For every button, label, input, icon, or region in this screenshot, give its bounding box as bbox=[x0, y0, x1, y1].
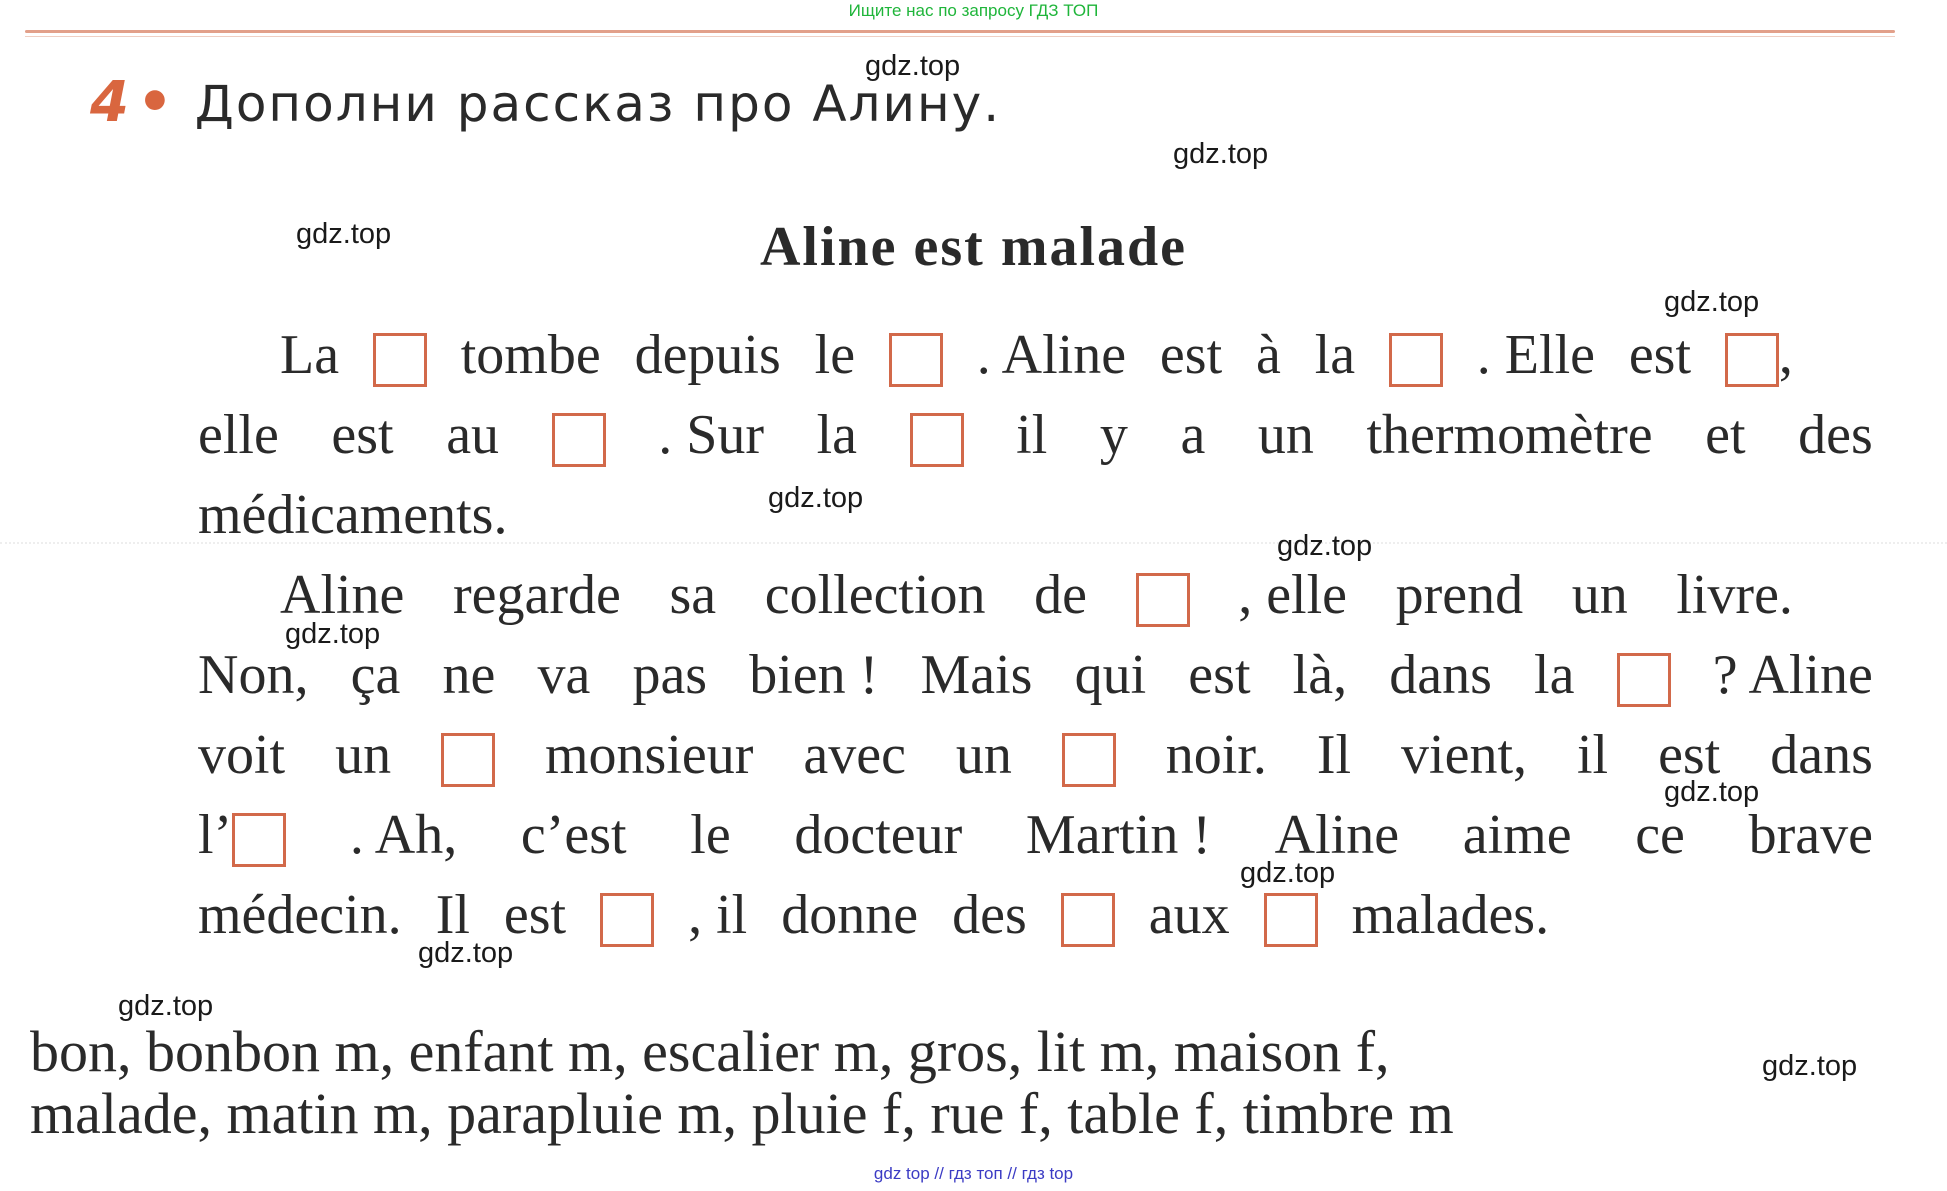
story-word: noir. bbox=[1165, 724, 1267, 786]
story-word: tombe bbox=[460, 324, 601, 386]
answer-blank-box bbox=[373, 333, 427, 387]
story-word: Aline bbox=[1274, 804, 1400, 866]
answer-blank-box bbox=[1617, 653, 1671, 707]
story-title: Aline est malade bbox=[759, 216, 1188, 278]
word-with-blank bbox=[600, 880, 654, 950]
answer-blank-box bbox=[889, 333, 943, 387]
watermark: gdz.top bbox=[285, 618, 381, 650]
answer-blank-box bbox=[441, 733, 495, 787]
story-word: un bbox=[335, 724, 392, 786]
story-word: vient, bbox=[1401, 724, 1528, 786]
story-word: Aline bbox=[280, 564, 405, 626]
answer-blank-box bbox=[1136, 573, 1190, 627]
word-with-blank: , bbox=[1725, 320, 1793, 390]
story-word: au bbox=[446, 404, 500, 466]
story-word: . Sur bbox=[658, 404, 765, 466]
word-with-blank bbox=[1061, 880, 1115, 950]
story-word: Martin ! bbox=[1025, 804, 1211, 866]
story-word: depuis bbox=[634, 324, 781, 386]
watermark: gdz.top bbox=[418, 937, 514, 969]
story-word: dans bbox=[1770, 724, 1873, 786]
word-with-blank bbox=[1136, 560, 1190, 630]
word-with-blank bbox=[441, 720, 495, 790]
answer-blank-box bbox=[552, 413, 606, 467]
watermark: gdz.top bbox=[1762, 1050, 1858, 1082]
answer-blank-box bbox=[910, 413, 964, 467]
story-word: médecin. bbox=[198, 884, 402, 946]
story-word: Mais bbox=[920, 644, 1033, 706]
task-instruction: Дополни рассказ про Алину. bbox=[194, 75, 1002, 133]
story-word: brave bbox=[1748, 804, 1873, 866]
story-word: un bbox=[955, 724, 1012, 786]
watermark: gdz.top bbox=[865, 50, 961, 82]
bottom-banner: gdz top // гдз топ // гдз top bbox=[873, 1164, 1074, 1183]
story-word: thermomètre bbox=[1366, 404, 1653, 466]
story-word: est bbox=[1159, 324, 1223, 386]
watermark: gdz.top bbox=[1277, 530, 1373, 562]
story-word: avec bbox=[803, 724, 906, 786]
story-word: elle bbox=[198, 404, 279, 466]
story-word: est bbox=[1188, 644, 1251, 706]
word-with-blank: l’ bbox=[198, 800, 286, 870]
story-word: Il bbox=[1316, 724, 1352, 786]
story-word: aime bbox=[1462, 804, 1572, 866]
story-word: c’est bbox=[520, 804, 627, 866]
story-word: ce bbox=[1635, 804, 1685, 866]
story-word: un bbox=[1257, 404, 1314, 466]
word-with-blank bbox=[1264, 880, 1318, 950]
top-divider bbox=[25, 30, 1895, 33]
story-word: est bbox=[503, 884, 567, 946]
story-word: prend bbox=[1395, 564, 1524, 626]
story-line bbox=[198, 480, 1873, 550]
story-word: La bbox=[280, 324, 340, 386]
story-word: à bbox=[1255, 324, 1281, 386]
answer-blank-box bbox=[232, 813, 286, 867]
watermark: gdz.top bbox=[118, 990, 214, 1022]
story-word: est bbox=[1658, 724, 1721, 786]
story-word: a bbox=[1180, 404, 1206, 466]
story-word: il bbox=[1016, 404, 1048, 466]
story-word: . Ah, bbox=[349, 804, 458, 866]
story-word: . Aline bbox=[976, 324, 1127, 386]
story-word: la bbox=[1534, 644, 1575, 706]
story-word: donne bbox=[781, 884, 919, 946]
answer-blank-box bbox=[1389, 333, 1443, 387]
watermark: gdz.top bbox=[1240, 857, 1336, 889]
story-word: médicaments. bbox=[198, 484, 508, 546]
story-word: va bbox=[537, 644, 591, 706]
story-word: docteur bbox=[794, 804, 963, 866]
story-word: aux bbox=[1148, 884, 1230, 946]
story-word: sa bbox=[669, 564, 717, 626]
word-with-blank bbox=[889, 320, 943, 390]
story-word: est bbox=[1628, 324, 1692, 386]
story-word: Il bbox=[435, 884, 470, 946]
story-word: pas bbox=[632, 644, 708, 706]
vocab-line-2: malade, matin m, parapluie m, pluie f, rue f, table f, timbre m bbox=[30, 1081, 1454, 1146]
word-with-blank bbox=[910, 400, 964, 470]
story-word: là, bbox=[1292, 644, 1348, 706]
story-line bbox=[198, 400, 1873, 470]
story-line bbox=[280, 320, 1793, 390]
story-word: Non, bbox=[198, 644, 309, 706]
story-word: un bbox=[1571, 564, 1628, 626]
answer-blank-box bbox=[1264, 893, 1318, 947]
story-word: , elle bbox=[1238, 564, 1348, 626]
watermark: gdz.top bbox=[296, 218, 392, 250]
story-word: livre. bbox=[1676, 564, 1793, 626]
story-word: , il bbox=[688, 884, 748, 946]
story-word: des bbox=[952, 884, 1027, 946]
story-word: le bbox=[690, 804, 731, 866]
story-word: la bbox=[816, 404, 858, 466]
top-banner: Ищите нас по запросу ГДЗ ТОП bbox=[848, 1, 1099, 20]
watermark: gdz.top bbox=[1664, 776, 1760, 808]
vocab-line-1: bon, bonbon m, enfant m, escalier m, gros, lit m, maison f, bbox=[30, 1019, 1390, 1084]
word-with-blank bbox=[1389, 320, 1443, 390]
story-word: dans bbox=[1389, 644, 1492, 706]
word-with-blank bbox=[1062, 720, 1116, 790]
task-number: 4 bbox=[90, 70, 129, 135]
watermark: gdz.top bbox=[1173, 138, 1269, 170]
answer-blank-box bbox=[1725, 333, 1779, 387]
word-with-blank bbox=[552, 400, 606, 470]
story-word: ça bbox=[350, 644, 401, 706]
story-word: monsieur bbox=[544, 724, 754, 786]
story-line bbox=[198, 720, 1873, 790]
story-word: collection bbox=[764, 564, 986, 626]
story-word: regarde bbox=[453, 564, 621, 626]
story-word: il bbox=[1576, 724, 1609, 786]
story-word: le bbox=[814, 324, 856, 386]
watermark: gdz.top bbox=[768, 482, 864, 514]
story-line bbox=[198, 800, 1873, 870]
story-word: et bbox=[1705, 404, 1746, 466]
story-line bbox=[280, 560, 1793, 630]
story-word: bien ! bbox=[749, 644, 879, 706]
watermark: gdz.top bbox=[1664, 286, 1760, 318]
story-word: ne bbox=[442, 644, 496, 706]
story-word: . Elle bbox=[1476, 324, 1595, 386]
answer-blank-box bbox=[600, 893, 654, 947]
answer-blank-box bbox=[1061, 893, 1115, 947]
task-bullet: • bbox=[136, 70, 173, 135]
story-word: de bbox=[1034, 564, 1087, 626]
answer-blank-box bbox=[1062, 733, 1116, 787]
story-word: qui bbox=[1074, 644, 1147, 706]
story-word: la bbox=[1314, 324, 1356, 386]
story-word: des bbox=[1798, 404, 1873, 466]
word-with-blank bbox=[373, 320, 427, 390]
story-word: voit bbox=[198, 724, 286, 786]
top-divider-thin bbox=[25, 36, 1895, 37]
story-word: est bbox=[331, 404, 394, 466]
story-word: ? Aline bbox=[1712, 644, 1873, 706]
story-line bbox=[198, 640, 1873, 710]
story-word: malades. bbox=[1351, 884, 1550, 946]
word-with-blank bbox=[1617, 640, 1671, 710]
story-word: y bbox=[1099, 404, 1128, 466]
